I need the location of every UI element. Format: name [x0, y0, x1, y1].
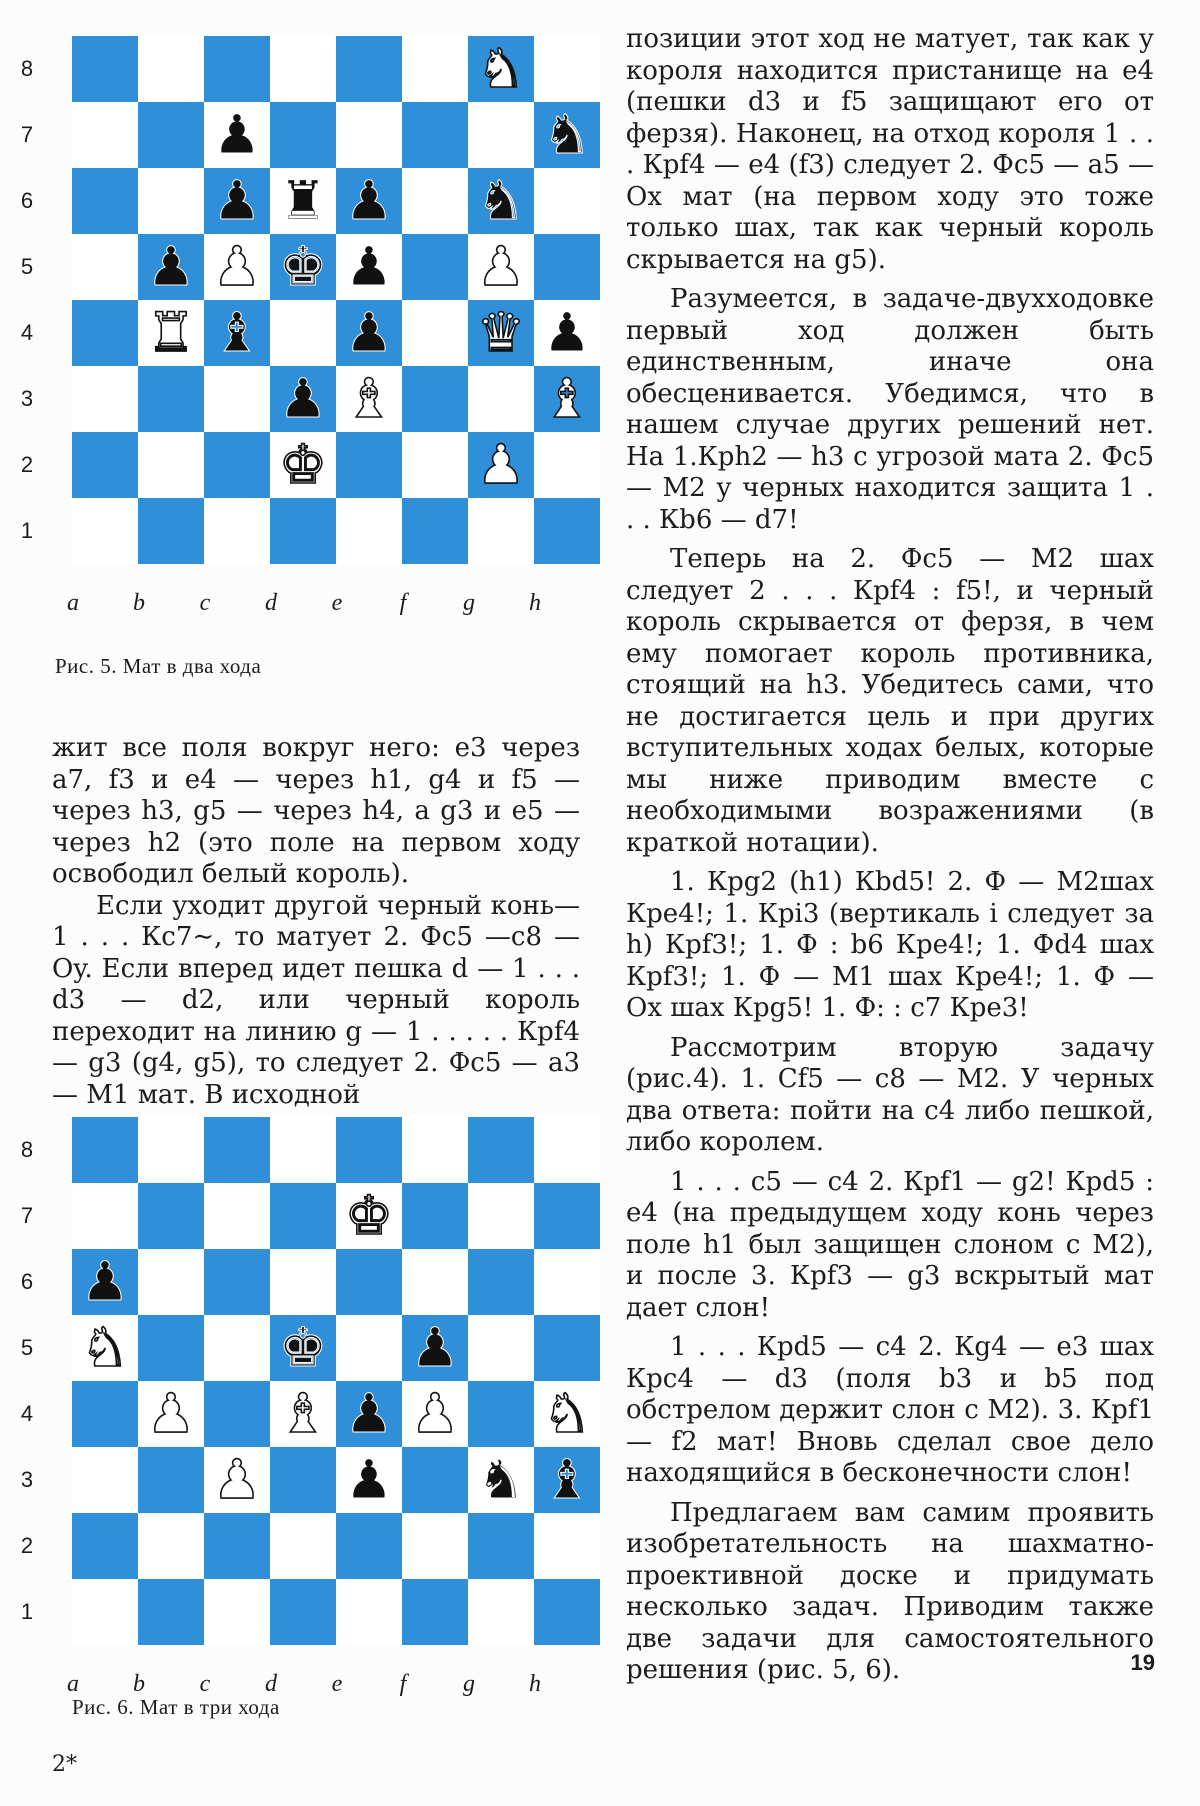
rank-label: 4: [20, 1401, 34, 1426]
board-square-d8: [270, 1117, 336, 1183]
file-label: f: [399, 590, 407, 616]
paragraph: 1. Крg2 (h1) Кbd5! 2. Ф — M2шах Кре4!; 1. Крi3 (вертикаль i следует за h) Крf3!; 1. Ф : b6 Кре4!; 1. Фd4 шах Крf3!; 1. Ф — M1 шах Кре4!; 1. Ф — Ox шах Крg5! 1. Ф: : с7 Кре3!: [626, 867, 1154, 1023]
white-pawn-icon: ♟: [146, 1382, 196, 1445]
board-square-b6: [138, 168, 204, 234]
board-square-b2: [138, 1513, 204, 1579]
black-pawn-icon: ♟: [410, 1316, 460, 1379]
board-square-g5: [468, 1315, 534, 1381]
file-label: g: [463, 1671, 475, 1697]
white-queen-icon: ♛: [476, 301, 526, 364]
board-square-e2: [336, 432, 402, 498]
rank-label: 5: [20, 1335, 34, 1360]
board-square-f2: [402, 432, 468, 498]
board-square-a3: [72, 366, 138, 432]
rank-label: 2: [20, 452, 34, 477]
board-square-h8: [534, 36, 600, 102]
board-square-f7: [402, 102, 468, 168]
board-square-e7: [336, 102, 402, 168]
black-knight-icon: ♞: [476, 169, 526, 232]
signature-mark: 2*: [52, 1752, 77, 1777]
left-column-text: [52, 733, 580, 1111]
board-square-a7: [72, 1183, 138, 1249]
white-bishop-icon: ♝: [344, 367, 394, 430]
paragraph: жит все поля вокруг него: е3 через а7, f3 и е4 — через h1, g4 и f5 — через h3, g5 — через h4, а g3 и е5 — через h2 (это поле на первом ходу освободил белый король).: [52, 733, 580, 889]
board-square-d1: [270, 498, 336, 564]
black-pawn-icon: ♟: [542, 301, 592, 364]
rank-label: 3: [20, 386, 34, 411]
white-rook-icon: ♜: [146, 301, 196, 364]
board-square-h8: [534, 1117, 600, 1183]
board-square-e5: [336, 1315, 402, 1381]
board-square-c5: [204, 1315, 270, 1381]
board-square-a5: [72, 234, 138, 300]
chessboard-figure-6: [72, 1117, 600, 1645]
board-square-b1: [138, 1579, 204, 1645]
white-pawn-icon: ♟: [212, 235, 262, 298]
board-square-d7: [270, 102, 336, 168]
board-square-g3: [468, 366, 534, 432]
board-square-b3: [138, 366, 204, 432]
board-square-f2: [402, 1513, 468, 1579]
black-bishop-icon: ♝: [542, 1448, 592, 1511]
paragraph: Если уходит другой черный конь— 1 . . . Кс7∼, то матует 2. Фс5 —с8 — Oy. Если вперед идет пешка d — 1 . . . d3 — d2, или черный король переходит на линию g — 1 . . . . . Крf4 — g3 (g4, g5), то следует 2. Фс5 — а3 — M1 мат. В исходной: [52, 890, 580, 1110]
board-square-f1: [402, 498, 468, 564]
figure-5-caption: Рис. 5. Мат в два хода: [55, 654, 262, 678]
figure-6-caption: Рис. 6. Мат в три хода: [72, 1695, 280, 1719]
black-king-icon: ♚: [278, 1316, 328, 1379]
file-label: c: [199, 1671, 211, 1697]
board-square-e2: [336, 1513, 402, 1579]
board-square-d1: [270, 1579, 336, 1645]
rank-label: 7: [20, 1203, 34, 1228]
file-label: c: [199, 590, 211, 616]
white-bishop-icon: ♝: [278, 1382, 328, 1445]
board-square-h6: [534, 1249, 600, 1315]
board-square-b3: [138, 1447, 204, 1513]
board-square-f4: [402, 300, 468, 366]
white-king-icon: ♚: [278, 433, 328, 496]
page-number: 19: [1130, 1650, 1155, 1675]
white-pawn-icon: ♟: [212, 1448, 262, 1511]
board-square-h6: [534, 168, 600, 234]
board-square-g1: [468, 498, 534, 564]
board-square-c8: [204, 36, 270, 102]
paragraph: Теперь на 2. Фс5 — M2 шах следует 2 . . . Крf4 : f5!, и черный король скрывается от ферзя, в чем ему помогает король противника, стоящий на h3. Убедитесь сами, что не достигается цель и при других вступительных ходах белых, которые мы ниже приводим вместе с необходимыми возражениями (в краткой нотации).: [626, 544, 1154, 858]
paragraph: 1 . . . с5 — с4 2. Крf1 — g2! Крd5 : е4 (на предыдущем ходу конь через поле h1 был защищен слоном с M2), и после 3. Крf3 — g3 вскрытый мат дает слон!: [626, 1166, 1154, 1323]
paragraph: Рассмотрим вторую задачу (рис.4). 1. Сf5 — с8 — M2. У черных два ответа: пойти на с4 либо пешкой, либо королем.: [626, 1032, 1154, 1157]
board-square-b8: [138, 36, 204, 102]
rank-label: 1: [20, 1599, 34, 1624]
board-square-h7: [534, 1183, 600, 1249]
board-square-a7: [72, 102, 138, 168]
board-square-a3: [72, 1447, 138, 1513]
rank-label: 8: [20, 1137, 34, 1162]
board-square-e1: [336, 1579, 402, 1645]
board-square-f3: [402, 366, 468, 432]
rank-label: 8: [20, 56, 34, 81]
board-square-c4: [204, 1381, 270, 1447]
black-pawn-icon: ♟: [212, 103, 262, 166]
white-king-icon: ♚: [344, 1184, 394, 1247]
paragraph: Разумеется, в задаче-двухходовке первый ход должен быть единственным, иначе она обесценивается. Убедимся, что в нашем случае других решений нет. На 1.Крh2 — h3 с угрозой мата 2. Фс5 — M2 у черных находится защита 1 . . . Кb6 — d7!: [626, 284, 1154, 535]
board-square-h2: [534, 432, 600, 498]
board-square-a8: [72, 1117, 138, 1183]
board-square-c7: [204, 1183, 270, 1249]
rank-label: 6: [20, 1269, 34, 1294]
file-label: h: [529, 590, 541, 616]
rank-label: 3: [20, 1467, 34, 1492]
board-square-c1: [204, 1579, 270, 1645]
board-square-f8: [402, 1117, 468, 1183]
white-pawn-icon: ♟: [476, 235, 526, 298]
board-square-f6: [402, 168, 468, 234]
board-square-f6: [402, 1249, 468, 1315]
board-square-a1: [72, 1579, 138, 1645]
board-square-g4: [468, 1381, 534, 1447]
rank-label: 4: [20, 320, 34, 345]
right-column-text: [626, 24, 1154, 1687]
rank-label: 2: [20, 1533, 34, 1558]
board-square-d8: [270, 36, 336, 102]
rank-label: 1: [20, 518, 34, 543]
black-pawn-icon: ♟: [344, 169, 394, 232]
paragraph: 1 . . . Крd5 — с4 2. Кg4 — е3 шах Крс4 — d3 (поля b3 и b5 под обстрелом держит слон с M2). 3. Крf1 — f2 мат! Вновь сделал свое дело находящийся в бесконечности слон!: [626, 1332, 1154, 1488]
chessboard-figure-5: [72, 36, 600, 564]
board-square-c2: [204, 1513, 270, 1579]
board-square-a6: [72, 168, 138, 234]
white-knight-icon: ♞: [476, 37, 526, 100]
black-pawn-icon: ♟: [344, 301, 394, 364]
file-label: d: [265, 1671, 277, 1697]
black-pawn-icon: ♟: [146, 235, 196, 298]
black-pawn-icon: ♟: [344, 1382, 394, 1445]
board-square-h2: [534, 1513, 600, 1579]
file-label: f: [399, 1671, 407, 1697]
black-pawn-icon: ♟: [344, 1448, 394, 1511]
board-square-g1: [468, 1579, 534, 1645]
file-label: e: [331, 1671, 343, 1697]
board-square-g8: [468, 1117, 534, 1183]
black-pawn-icon: ♟: [80, 1250, 130, 1313]
paragraph: Предлагаем вам самим проявить изобретательность на шахматно-проективной доске и придумать несколько задач. Приводим также две задачи для самостоятельного решения (рис. 5, 6).: [626, 1497, 1154, 1685]
file-label: h: [529, 1671, 541, 1697]
board-square-h1: [534, 1579, 600, 1645]
white-bishop-icon: ♝: [542, 367, 592, 430]
rank-label: 7: [20, 122, 34, 147]
board-square-b5: [138, 1315, 204, 1381]
black-knight-icon: ♞: [476, 1448, 526, 1511]
file-label: g: [463, 590, 475, 616]
board-square-a4: [72, 300, 138, 366]
rank-label: 5: [20, 254, 34, 279]
black-king-icon: ♚: [278, 235, 328, 298]
board-square-e8: [336, 36, 402, 102]
white-pawn-icon: ♟: [410, 1382, 460, 1445]
black-rook-icon: ♜: [278, 169, 328, 232]
board-square-b8: [138, 1117, 204, 1183]
board-square-d2: [270, 1513, 336, 1579]
board-square-e1: [336, 498, 402, 564]
board-square-g2: [468, 1513, 534, 1579]
board-square-c3: [204, 366, 270, 432]
board-square-a2: [72, 432, 138, 498]
board-square-f3: [402, 1447, 468, 1513]
board-square-d7: [270, 1183, 336, 1249]
board-square-b1: [138, 498, 204, 564]
board-square-f8: [402, 36, 468, 102]
board-square-b2: [138, 432, 204, 498]
black-pawn-icon: ♟: [344, 235, 394, 298]
file-label: b: [133, 1671, 145, 1697]
board-square-b6: [138, 1249, 204, 1315]
rank-label: 6: [20, 188, 34, 213]
file-label: b: [133, 590, 145, 616]
board-square-e6: [336, 1249, 402, 1315]
board-square-h5: [534, 234, 600, 300]
white-pawn-icon: ♟: [476, 433, 526, 496]
board-square-b7: [138, 102, 204, 168]
file-label: a: [67, 590, 79, 616]
file-label: a: [67, 1671, 79, 1697]
black-pawn-icon: ♟: [212, 169, 262, 232]
board-square-g7: [468, 1183, 534, 1249]
board-square-f7: [402, 1183, 468, 1249]
board-square-f5: [402, 234, 468, 300]
board-square-f1: [402, 1579, 468, 1645]
board-square-c2: [204, 432, 270, 498]
board-square-a1: [72, 498, 138, 564]
white-knight-icon: ♞: [542, 1382, 592, 1445]
black-pawn-icon: ♟: [278, 367, 328, 430]
board-square-c6: [204, 1249, 270, 1315]
board-square-g7: [468, 102, 534, 168]
paragraph: позиции этот ход не матует, так как у короля находится пристанище на е4 (пешки d3 и f5 защищают его от ферзя). Наконец, на отход короля 1 . . . Крf4 — е4 (f3) следует 2. Фс5 — а5 — Ox мат (на первом ходу это тоже только шах, так как черный король скрывается на g5).: [626, 24, 1154, 275]
board-square-d3: [270, 1447, 336, 1513]
board-square-b7: [138, 1183, 204, 1249]
file-label: d: [265, 590, 277, 616]
board-square-a8: [72, 36, 138, 102]
board-square-e8: [336, 1117, 402, 1183]
board-square-a2: [72, 1513, 138, 1579]
white-knight-icon: ♞: [80, 1316, 130, 1379]
black-bishop-icon: ♝: [212, 301, 262, 364]
board-square-h5: [534, 1315, 600, 1381]
board-square-a4: [72, 1381, 138, 1447]
file-label: e: [331, 590, 343, 616]
black-knight-icon: ♞: [542, 103, 592, 166]
board-square-c1: [204, 498, 270, 564]
board-square-h1: [534, 498, 600, 564]
board-square-d4: [270, 300, 336, 366]
board-square-c8: [204, 1117, 270, 1183]
board-square-g6: [468, 1249, 534, 1315]
board-square-d6: [270, 1249, 336, 1315]
